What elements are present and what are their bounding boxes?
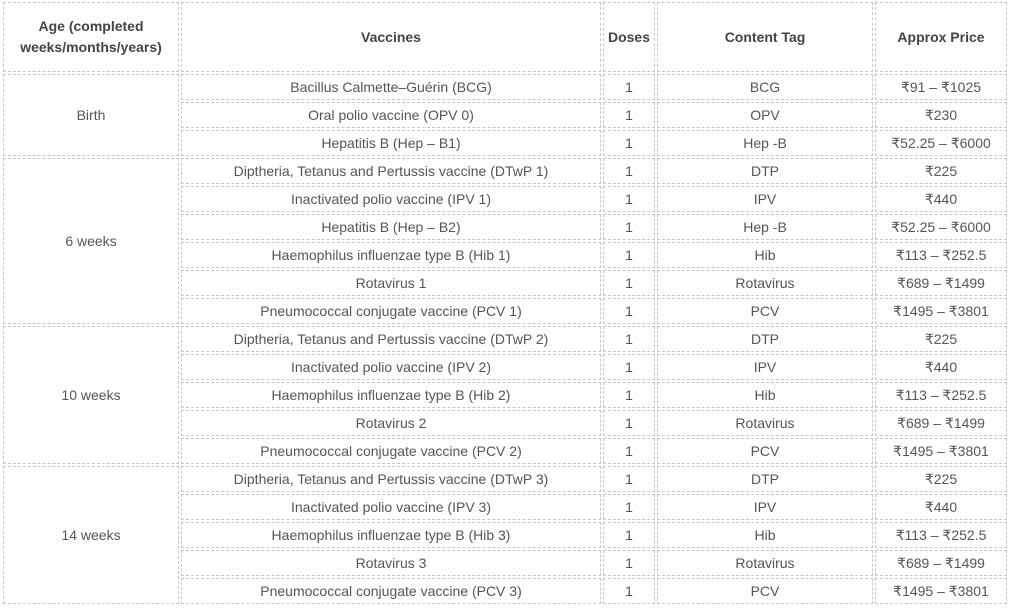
- price-cell: ₹1495 – ₹3801: [875, 578, 1007, 604]
- price-cell: ₹689 – ₹1499: [875, 550, 1007, 576]
- price-cell: ₹113 – ₹252.5: [875, 382, 1007, 408]
- age-group-cell: 14 weeks: [3, 466, 179, 604]
- content-tag-cell: PCV: [657, 438, 873, 464]
- doses-cell: 1: [603, 186, 655, 212]
- header-vaccines: Vaccines: [181, 2, 601, 72]
- doses-cell: 1: [603, 130, 655, 156]
- age-group-cell: 10 weeks: [3, 326, 179, 464]
- content-tag-cell: Hep -B: [657, 214, 873, 240]
- content-tag-cell: Hib: [657, 382, 873, 408]
- vaccine-name-cell: Haemophilus influenzae type B (Hib 1): [181, 242, 601, 268]
- doses-cell: 1: [603, 410, 655, 436]
- vaccine-name-cell: Pneumococcal conjugate vaccine (PCV 2): [181, 438, 601, 464]
- doses-cell: 1: [603, 578, 655, 604]
- content-tag-cell: DTP: [657, 158, 873, 184]
- price-cell: ₹689 – ₹1499: [875, 410, 1007, 436]
- doses-cell: 1: [603, 382, 655, 408]
- content-tag-cell: DTP: [657, 326, 873, 352]
- doses-cell: 1: [603, 494, 655, 520]
- price-cell: ₹689 – ₹1499: [875, 270, 1007, 296]
- price-cell: ₹225: [875, 158, 1007, 184]
- vaccine-name-cell: Oral polio vaccine (OPV 0): [181, 102, 601, 128]
- age-group-cell: 6 weeks: [3, 158, 179, 324]
- doses-cell: 1: [603, 158, 655, 184]
- vaccine-name-cell: Pneumococcal conjugate vaccine (PCV 1): [181, 298, 601, 324]
- doses-cell: 1: [603, 74, 655, 100]
- content-tag-cell: Hep -B: [657, 130, 873, 156]
- content-tag-cell: Hib: [657, 522, 873, 548]
- price-cell: ₹52.25 – ₹6000: [875, 214, 1007, 240]
- vaccine-schedule-table: [1, 0, 1009, 606]
- vaccine-name-cell: Inactivated polio vaccine (IPV 3): [181, 494, 601, 520]
- content-tag-cell: Hib: [657, 242, 873, 268]
- vaccine-name-cell: Inactivated polio vaccine (IPV 1): [181, 186, 601, 212]
- doses-cell: 1: [603, 550, 655, 576]
- doses-cell: 1: [603, 298, 655, 324]
- content-tag-cell: BCG: [657, 74, 873, 100]
- price-cell: ₹225: [875, 326, 1007, 352]
- table-row: [3, 326, 1007, 352]
- doses-cell: 1: [603, 438, 655, 464]
- vaccine-name-cell: Inactivated polio vaccine (IPV 2): [181, 354, 601, 380]
- content-tag-cell: OPV: [657, 102, 873, 128]
- vaccine-name-cell: Hepatitis B (Hep – B1): [181, 130, 601, 156]
- vaccine-name-cell: Rotavirus 3: [181, 550, 601, 576]
- price-cell: ₹440: [875, 186, 1007, 212]
- table-body: [3, 74, 1007, 604]
- price-cell: ₹113 – ₹252.5: [875, 242, 1007, 268]
- table-header: [3, 2, 1007, 72]
- vaccine-name-cell: Rotavirus 1: [181, 270, 601, 296]
- vaccine-name-cell: Haemophilus influenzae type B (Hib 2): [181, 382, 601, 408]
- vaccine-name-cell: Rotavirus 2: [181, 410, 601, 436]
- content-tag-cell: PCV: [657, 578, 873, 604]
- vaccine-name-cell: Diptheria, Tetanus and Pertussis vaccine (DTwP 2): [181, 326, 601, 352]
- doses-cell: 1: [603, 242, 655, 268]
- price-cell: ₹1495 – ₹3801: [875, 438, 1007, 464]
- price-cell: ₹440: [875, 354, 1007, 380]
- price-cell: ₹230: [875, 102, 1007, 128]
- header-row: [3, 2, 1007, 72]
- content-tag-cell: IPV: [657, 494, 873, 520]
- price-cell: ₹113 – ₹252.5: [875, 522, 1007, 548]
- price-cell: ₹440: [875, 494, 1007, 520]
- vaccine-name-cell: Diptheria, Tetanus and Pertussis vaccine (DTwP 3): [181, 466, 601, 492]
- vaccine-name-cell: Haemophilus influenzae type B (Hib 3): [181, 522, 601, 548]
- vaccine-name-cell: Pneumococcal conjugate vaccine (PCV 3): [181, 578, 601, 604]
- header-doses: Doses: [603, 2, 655, 72]
- doses-cell: 1: [603, 270, 655, 296]
- doses-cell: 1: [603, 466, 655, 492]
- doses-cell: 1: [603, 522, 655, 548]
- content-tag-cell: IPV: [657, 354, 873, 380]
- price-cell: ₹52.25 – ₹6000: [875, 130, 1007, 156]
- vaccine-name-cell: Bacillus Calmette–Guérin (BCG): [181, 74, 601, 100]
- content-tag-cell: IPV: [657, 186, 873, 212]
- vaccine-name-cell: Diptheria, Tetanus and Pertussis vaccine (DTwP 1): [181, 158, 601, 184]
- price-cell: ₹225: [875, 466, 1007, 492]
- header-age: Age (completed weeks/months/years): [3, 2, 179, 72]
- table-row: [3, 466, 1007, 492]
- doses-cell: 1: [603, 214, 655, 240]
- vaccine-name-cell: Hepatitis B (Hep – B2): [181, 214, 601, 240]
- header-content-tag: Content Tag: [657, 2, 873, 72]
- content-tag-cell: Rotavirus: [657, 410, 873, 436]
- content-tag-cell: Rotavirus: [657, 550, 873, 576]
- header-approx-price: Approx Price: [875, 2, 1007, 72]
- content-tag-cell: DTP: [657, 466, 873, 492]
- price-cell: ₹1495 – ₹3801: [875, 298, 1007, 324]
- content-tag-cell: Rotavirus: [657, 270, 873, 296]
- age-group-cell: Birth: [3, 74, 179, 156]
- doses-cell: 1: [603, 354, 655, 380]
- doses-cell: 1: [603, 326, 655, 352]
- table-row: [3, 74, 1007, 100]
- table-row: [3, 158, 1007, 184]
- price-cell: ₹91 – ₹1025: [875, 74, 1007, 100]
- content-tag-cell: PCV: [657, 298, 873, 324]
- doses-cell: 1: [603, 102, 655, 128]
